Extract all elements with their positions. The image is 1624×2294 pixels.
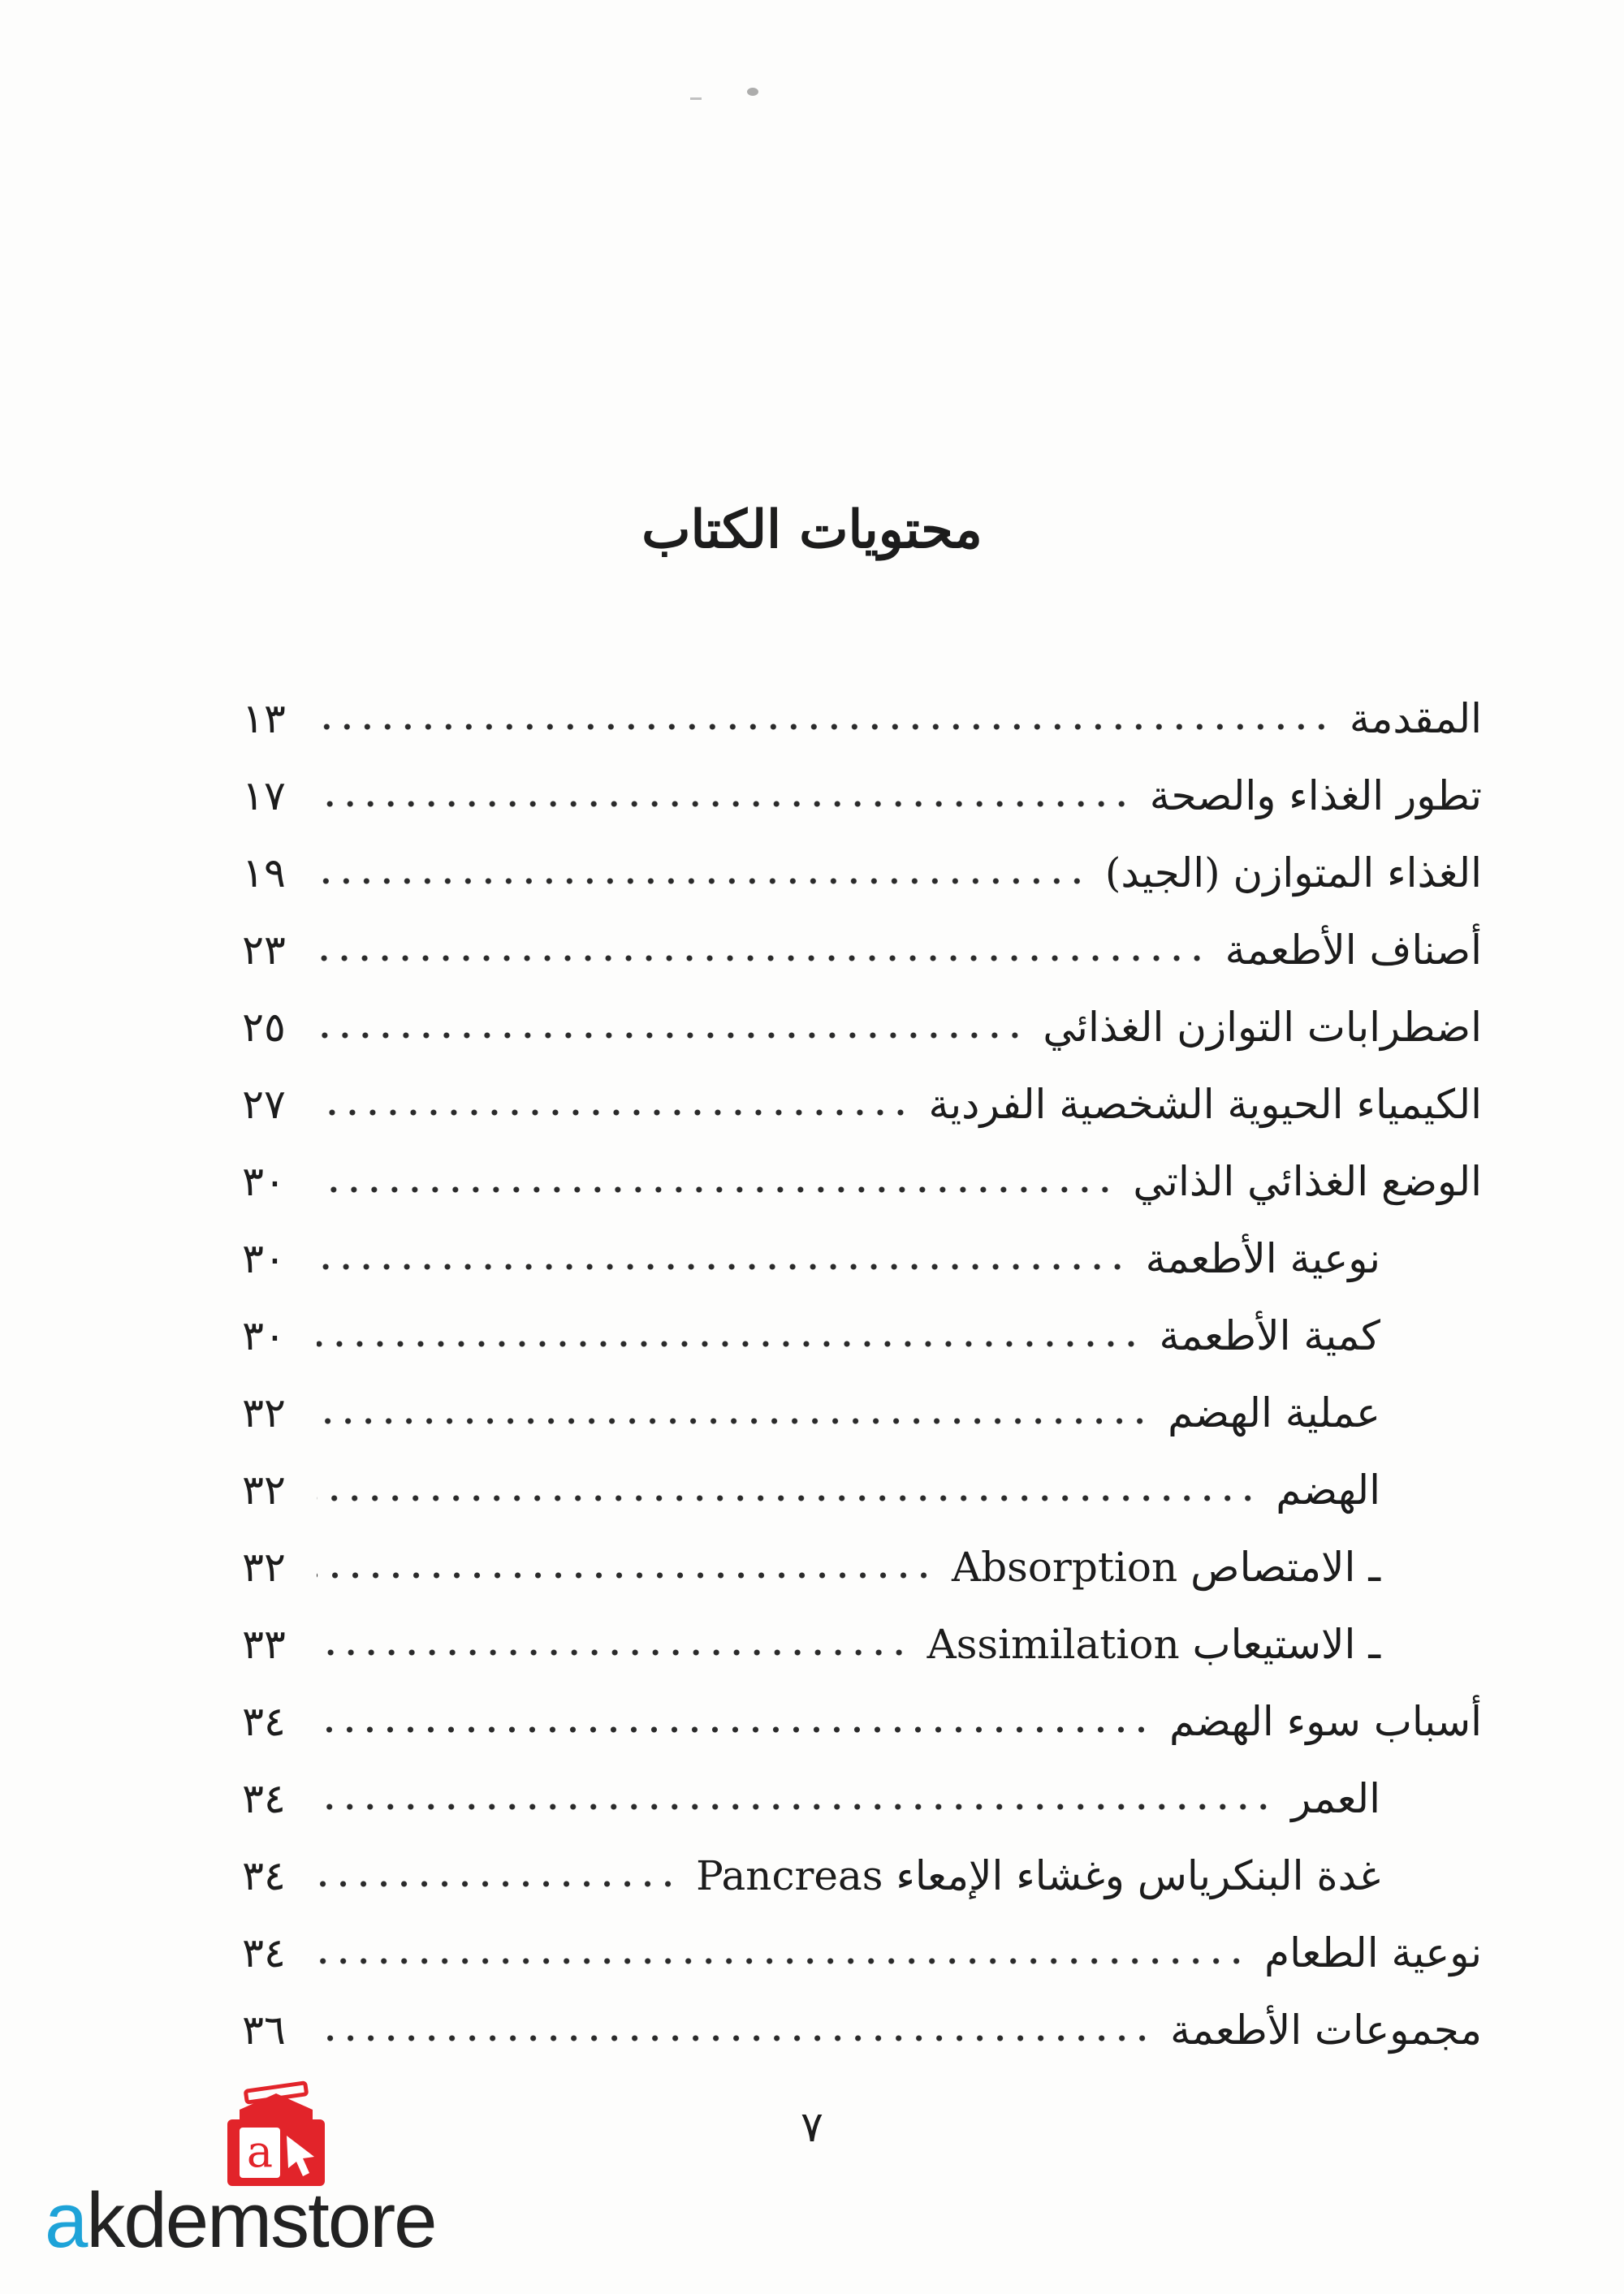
toc-entry-title: غدة البنكرياس وغشاء الإمعاء Pancreas	[696, 1852, 1380, 1899]
toc-entry-page: ٣٣	[242, 1621, 286, 1668]
dot-leader	[317, 1956, 1246, 1966]
toc-entry-title: تطور الغذاء والصحة	[1149, 772, 1482, 819]
toc-entry	[0, 1612, 1624, 1677]
toc-entry	[0, 840, 1624, 905]
toc-entry-page: ١٩	[242, 849, 286, 896]
dot-leader	[317, 1725, 1151, 1735]
page-number: ٧	[801, 2103, 823, 2152]
toc-entry-title: الهضم	[1276, 1467, 1380, 1514]
toc-entry-page: ٣٠	[242, 1158, 286, 1205]
dot-leader	[317, 1879, 678, 1889]
toc-entry	[0, 686, 1624, 751]
dot-leader	[317, 722, 1332, 732]
toc-entry	[0, 1998, 1624, 2063]
toc-entry-title: ـ الاستيعاب Assimilation	[926, 1621, 1380, 1668]
toc-entry-title: الكيمياء الحيوية الشخصية الفردية	[928, 1081, 1482, 1128]
toc-entry-title: الغذاء المتوازن (الجيد)	[1104, 849, 1482, 896]
toc-entry-title: أصناف الأطعمة	[1224, 927, 1482, 974]
brand-name	[45, 2176, 436, 2266]
toc-entry	[0, 1920, 1624, 1985]
dot-leader	[317, 1648, 909, 1657]
toc-entry-page: ٣٤	[242, 1852, 286, 1899]
toc-entry	[0, 1535, 1624, 1600]
toc-entry-title: المقدمة	[1349, 695, 1482, 742]
toc-entry	[0, 1689, 1624, 1754]
dot-leader	[317, 1802, 1273, 1812]
dot-leader	[317, 1185, 1115, 1195]
page-title: محتويات الكتاب	[641, 499, 983, 560]
toc-entry-title: الوضع الغذائي الذاتي	[1133, 1158, 1482, 1205]
dot-leader	[317, 799, 1132, 809]
toc-entry-title: نوعية الطعام	[1264, 1929, 1482, 1976]
dot-leader	[317, 1030, 1025, 1040]
toc-entry	[0, 1072, 1624, 1137]
logo-icon-letter: a	[246, 2126, 274, 2177]
toc-entry-title: نوعية الأطعمة	[1145, 1235, 1380, 1282]
toc-entry	[0, 995, 1624, 1060]
toc-entry-page: ١٣	[242, 695, 286, 742]
toc-entry-page: ٢٣	[242, 927, 286, 974]
dot-leader	[317, 953, 1207, 963]
store-logo	[45, 2079, 483, 2264]
dot-leader	[317, 876, 1087, 886]
dot-leader	[317, 1339, 1141, 1349]
toc-entry	[0, 1766, 1624, 1831]
toc-entry	[0, 1149, 1624, 1214]
toc-entry-page: ٢٧	[242, 1081, 286, 1128]
brand-prefix: a	[45, 2177, 87, 2264]
dot-leader	[317, 1570, 934, 1580]
dot-leader	[317, 1416, 1150, 1426]
toc-entry-page: ٣٢	[242, 1389, 286, 1436]
toc-entry-page: ٣٤	[242, 1929, 286, 1976]
toc-entry-title: أسباب سوء الهضم	[1168, 1698, 1482, 1745]
toc-entry	[0, 1458, 1624, 1523]
toc-entry-page: ٣٤	[242, 1775, 286, 1822]
toc-entry	[0, 1303, 1624, 1368]
toc-entry-page: ٣٢	[242, 1544, 286, 1591]
toc-entry	[0, 1226, 1624, 1291]
toc-entry-title: مجموعات الأطعمة	[1170, 2007, 1482, 2054]
dot-leader	[317, 1108, 910, 1117]
dot-leader	[317, 1493, 1258, 1503]
toc-entry-page: ٢٥	[242, 1004, 286, 1051]
toc-entry-title: ـ الامتصاص Absorption	[952, 1544, 1380, 1591]
toc-entry	[0, 918, 1624, 983]
brand-rest: kdemstore	[86, 2177, 436, 2264]
dot-leader	[317, 2033, 1152, 2043]
toc-entry	[0, 1380, 1624, 1445]
toc-entry-page: ٣٠	[242, 1312, 286, 1359]
toc-entry-title: عملية الهضم	[1168, 1389, 1380, 1436]
toc-entry-title: العمر	[1291, 1775, 1380, 1822]
toc-entry-page: ٣٤	[242, 1698, 286, 1745]
toc-entry-page: ٣٦	[242, 2007, 286, 2054]
toc-entry	[0, 763, 1624, 828]
toc-entry-page: ٣٢	[242, 1467, 286, 1514]
scan-mark	[690, 97, 702, 100]
book-cart-icon	[207, 2079, 345, 2192]
dot-leader	[317, 1262, 1128, 1272]
toc-entry-page: ٣٠	[242, 1235, 286, 1282]
toc-entry-title: كمية الأطعمة	[1159, 1312, 1380, 1359]
toc-entry-title: اضطرابات التوازن الغذائي	[1043, 1004, 1482, 1051]
toc-entry-page: ١٧	[242, 772, 286, 819]
scan-speck	[747, 88, 758, 96]
toc-entry	[0, 1843, 1624, 1908]
